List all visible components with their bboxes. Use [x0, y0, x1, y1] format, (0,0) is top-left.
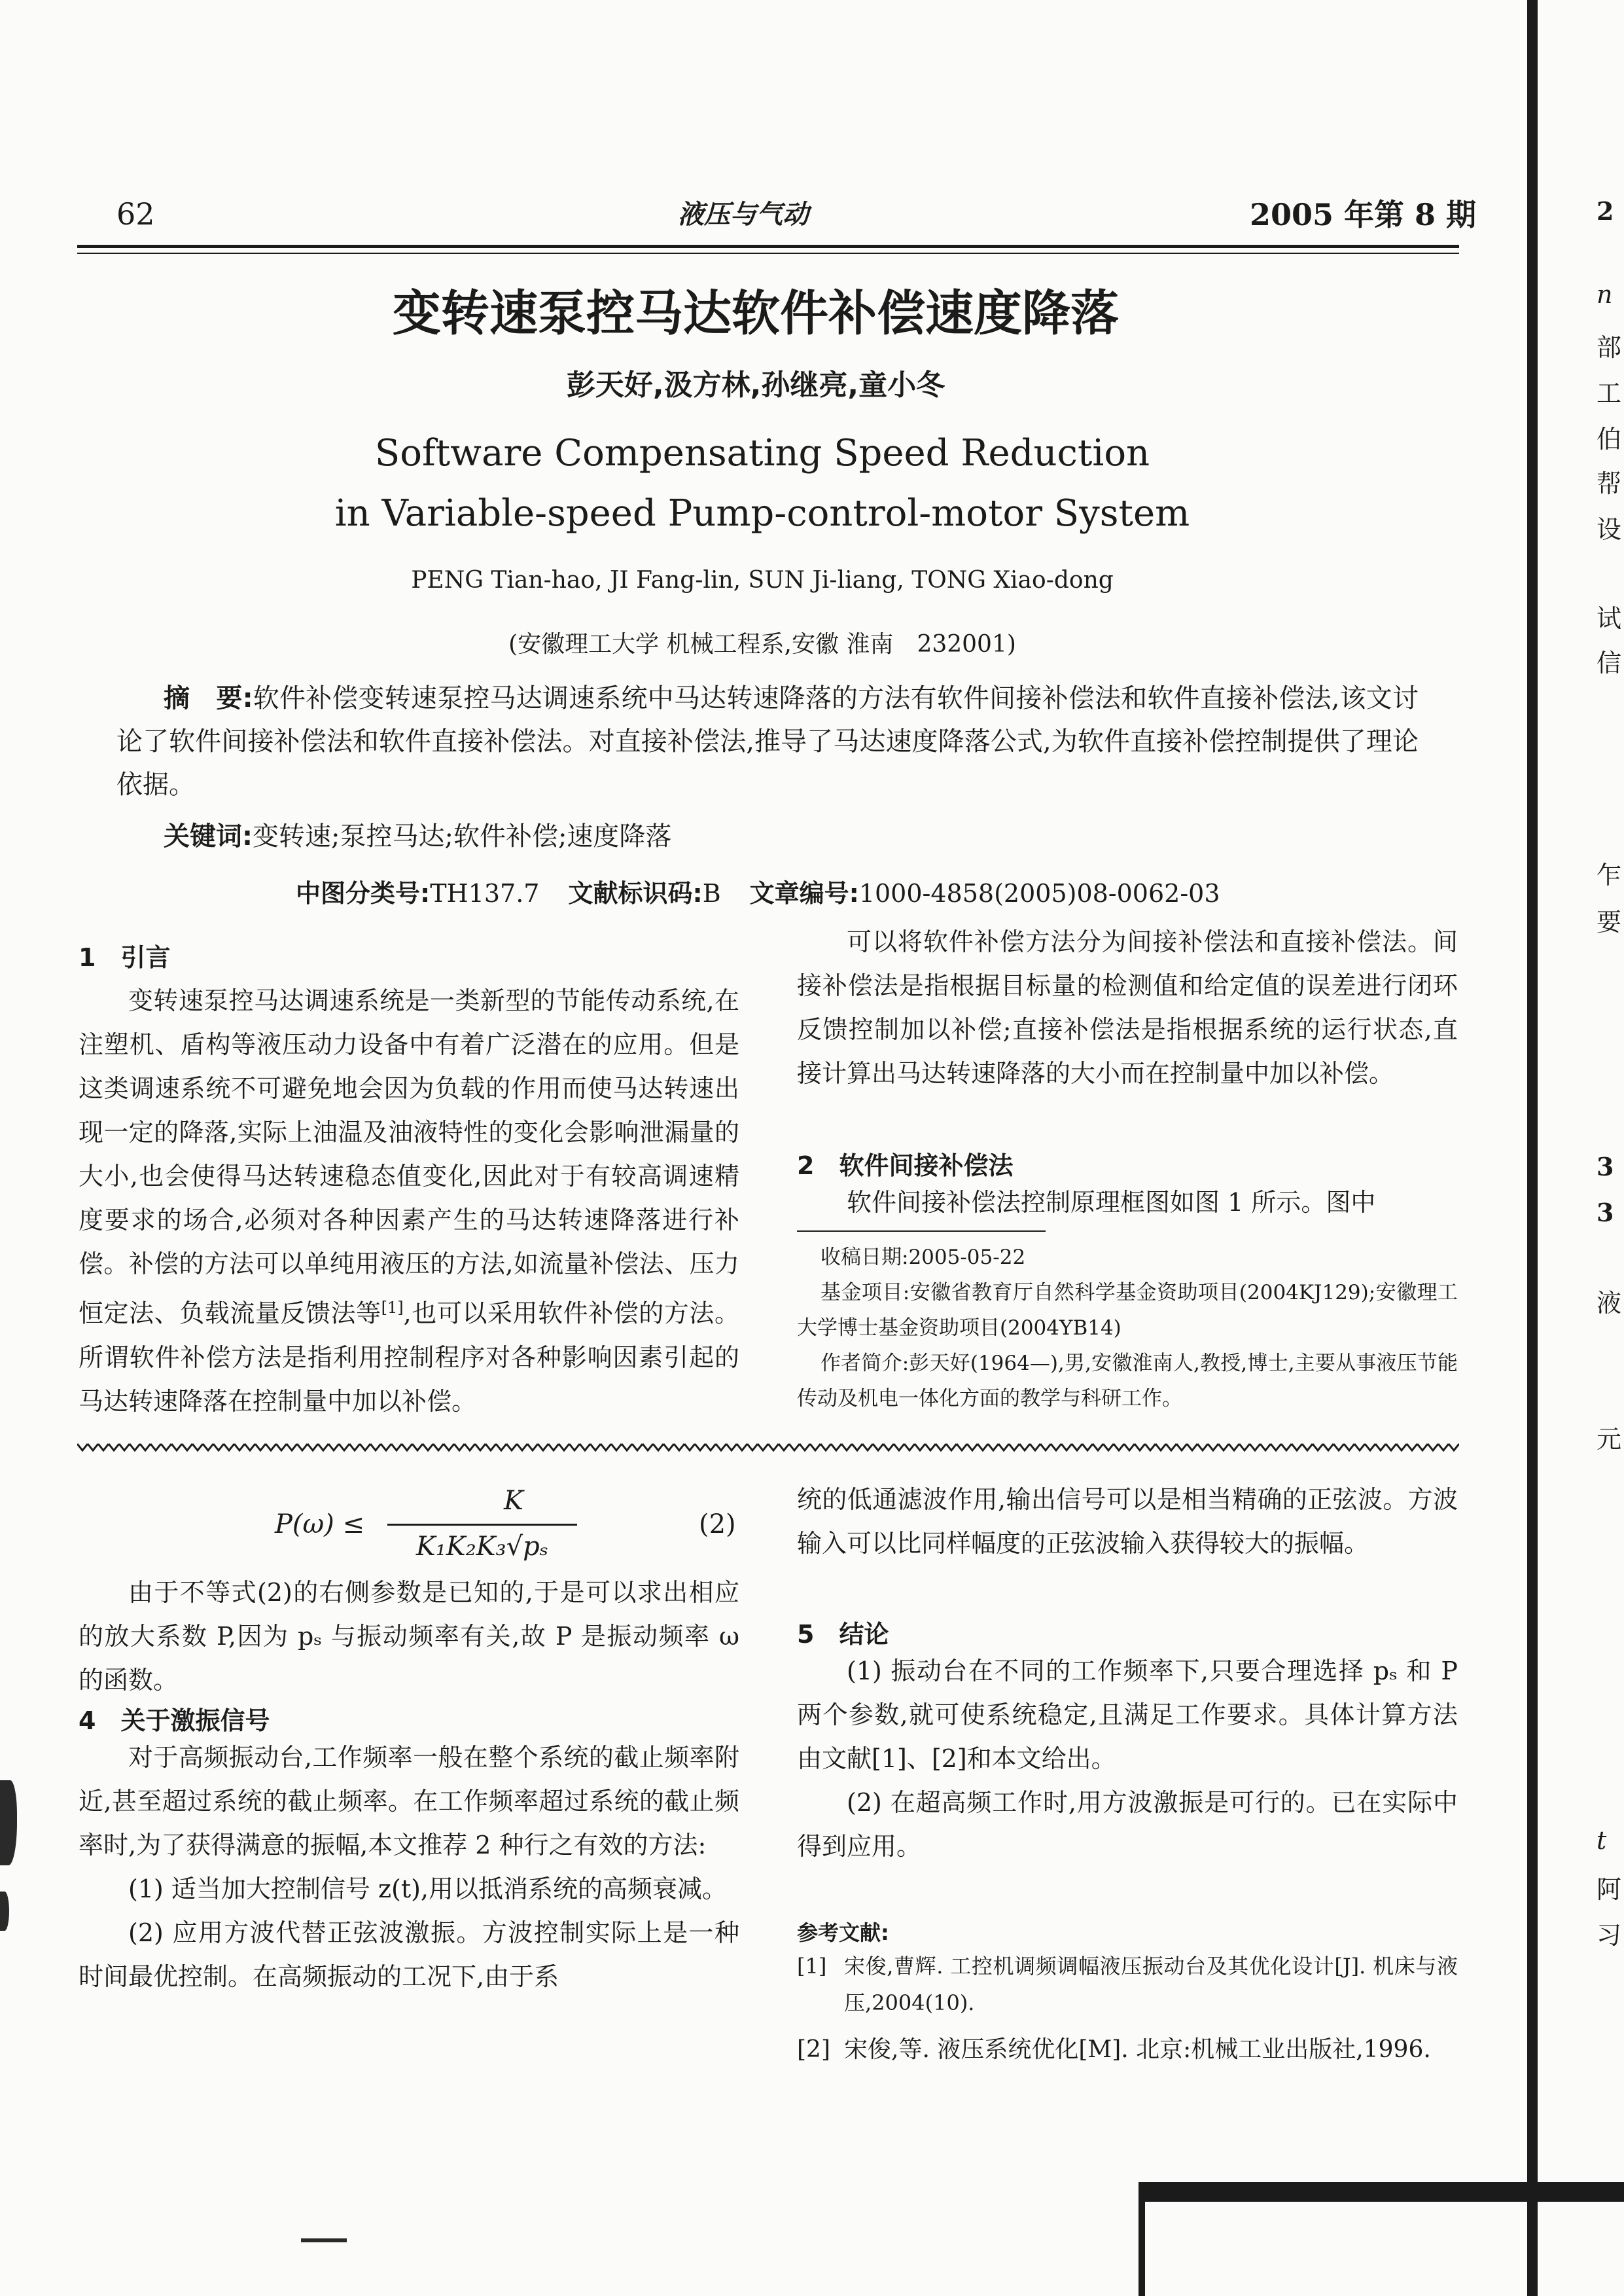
reference-1-text: 宋俊,曹辉. 工控机调频调幅液压振动台及其优化设计[J]. 机床与液压,2004(10). — [844, 1954, 1458, 2015]
section4-text: 对于高频振动台,工作频率一般在整个系统的截止频率附近,甚至超过系统的截止频率。在工作频率超过系统的截止频率时,为了获得满意的振幅,本文推荐 2 种行之有效的方法: — [79, 1743, 739, 1859]
section5-body — [797, 1649, 1458, 1869]
affiliation: (安徽理工大学 机械工程系,安徽 淮南 232001) — [508, 631, 1016, 658]
conclusion-item2: (2) 在超高频工作时,用方波激振是可行的。已在实际中得到应用。 — [797, 1788, 1458, 1861]
margin-fragment: 工 — [1597, 379, 1622, 408]
reference-2-text: 宋俊,等. 液压系统优化[M]. 北京:机械工业出版社,1996. — [844, 2036, 1431, 2063]
section4-body — [79, 1736, 739, 1999]
equation-number: (2) — [699, 1509, 736, 1539]
title-cn: 变转速泵控马达软件补偿速度降落 — [393, 285, 1119, 342]
references-heading: 参考文献: — [797, 1920, 889, 1945]
clc-label: 中图分类号: — [296, 879, 431, 908]
scan-artifact-left — [0, 1780, 17, 1865]
section4-item2: (2) 应用方波代替正弦波激振。方波控制实际上是一种时间最优控制。在高频振动的工况下,由于系 — [79, 1918, 739, 1991]
doc-code-label: 文献标识码: — [568, 879, 703, 908]
margin-fragment: 信 — [1597, 649, 1622, 677]
reference-2-number: [2] — [797, 2036, 830, 2063]
title-en-line2: in Variable-speed Pump-control-motor System — [334, 492, 1190, 535]
lower-right-para1-text: 统的低通滤波作用,输出信号可以是相当精确的正弦波。方波输入可以比同样幅度的正弦波输入获得较大的振幅。 — [797, 1485, 1458, 1558]
authors-en: PENG Tian-hao, JI Fang-lin, SUN Ji-liang, TONG Xiao-dong — [411, 567, 1114, 594]
reference-1 — [797, 1948, 1458, 2021]
section5-heading: 5 结论 — [797, 1620, 889, 1649]
title-en-line1: Software Compensating Speed Reduction — [374, 432, 1150, 475]
header-rule-top — [77, 245, 1459, 248]
margin-fragment: 2 — [1597, 196, 1614, 226]
header-rule-bottom — [77, 253, 1459, 254]
section4-heading: 4 关于激振信号 — [79, 1706, 270, 1735]
margin-fragment: 液 — [1597, 1289, 1622, 1318]
fraction-bar — [387, 1524, 577, 1526]
doc-code-value: B — [702, 879, 721, 908]
abstract — [116, 677, 1419, 806]
section1-text: 变转速泵控马达调速系统是一类新型的节能传动系统,在注塑机、盾构等液压动力设备中有着广泛潜在的应用。但是这类调速系统不可避免地会因为负载的作用而使马达转速出现一定的降落,实际上油温及油液特性的变化会影响泄漏量的大小,也会使得马达转速稳态值变化,因此对于有较高调速精度要求的场合,必须对各种因素产生的马达转速降落进行补偿。补偿的方法可以单纯用液压的方法,如流量补偿法、压力恒定法、负载流量反馈法等 — [79, 986, 739, 1328]
article-id-label: 文章编号: — [749, 879, 859, 908]
margin-fragment: 元 — [1597, 1425, 1622, 1454]
equation-2 — [275, 1486, 759, 1571]
margin-fragment: 帮 — [1597, 469, 1622, 498]
section1-heading: 1 引言 — [79, 943, 171, 972]
article-id-value: 1000-4858(2005)08-0062-03 — [858, 879, 1220, 908]
equation-numerator: K — [504, 1486, 523, 1516]
methods-intro — [797, 920, 1458, 1096]
section-divider — [77, 1440, 1459, 1454]
section1-body — [79, 979, 739, 1424]
lower-left-para1 — [79, 1571, 739, 1702]
equation-lhs: P(ω) ≤ — [275, 1509, 364, 1539]
margin-fragment: 3 — [1597, 1152, 1614, 1181]
margin-fragment: 习 — [1597, 1921, 1622, 1950]
clc-value: TH137.7 — [430, 879, 540, 908]
citation-1: [1] — [381, 1299, 404, 1317]
keywords-label: 关键词: — [164, 821, 253, 852]
margin-fragment: 部 — [1597, 333, 1622, 362]
section2-body — [797, 1181, 1458, 1225]
fund-info: 基金项目:安徽省教育厅自然科学基金资助项目(2004KJ129);安徽理工大学博士基金资助项目(2004YB14) — [797, 1281, 1458, 1340]
abstract-text: 软件补偿变转速泵控马达调速系统中马达转速降落的方法有软件间接补偿法和软件直接补偿法,该文讨论了软件间接补偿法和软件直接补偿法。对直接补偿法,推导了马达速度降落公式,为软件直接补偿控制提供了理论依据。 — [116, 683, 1419, 800]
margin-fragments — [1597, 0, 1624, 2296]
footnote — [797, 1240, 1458, 1416]
page-number: 62 — [116, 196, 155, 232]
section4-item1: (1) 适当加大控制信号 z(t),用以抵消系统的高频衰减。 — [128, 1874, 728, 1903]
lower-right-para1 — [797, 1478, 1458, 1566]
margin-fragment: 乍 — [1597, 861, 1622, 889]
methods-intro-text: 可以将软件补偿方法分为间接补偿法和直接补偿法。间接补偿法是指根据目标量的检测值和给定值的误差进行闭环反馈控制加以补偿;直接补偿法是指根据系统的运行状态,直接计算出马达转速降落的大小而在控制量中加以补偿。 — [797, 927, 1458, 1088]
keywords-text: 变转速;泵控马达;软件补偿;速度降落 — [253, 821, 672, 852]
abstract-label: 摘 要: — [164, 683, 253, 713]
issue-label: 2005 年第 8 期 — [1250, 197, 1477, 232]
scan-artifact-left-small — [0, 1892, 9, 1931]
margin-fragment: 伯 — [1597, 425, 1622, 454]
section2-text: 软件间接补偿法控制原理框图如图 1 所示。图中 — [847, 1188, 1376, 1217]
reference-1-number: [1] — [797, 1954, 827, 1979]
binding-edge — [1527, 0, 1538, 2296]
keywords — [164, 816, 671, 853]
footnote-rule — [797, 1230, 1046, 1232]
equation-denominator: K₁K₂K₃√pₛ — [415, 1532, 549, 1562]
margin-fragment: 设 — [1597, 515, 1622, 544]
section1-text-end: ,也可以采用软件补偿的方法。所谓软件补偿方法是指利用控制程序对各种影响因素引起的马达转速降落在控制量中加以补偿。 — [79, 1299, 739, 1416]
margin-fragment: 要 — [1597, 908, 1622, 937]
lower-left-para1-text: 由于不等式(2)的右侧参数是已知的,于是可以求出相应的放大系数 P,因为 pₛ 与振动频率有关,故 P 是振动频率 ω 的函数。 — [79, 1578, 739, 1695]
scan-artifact-bottom-dash — [301, 2238, 347, 2242]
margin-fragment: t — [1597, 1826, 1607, 1855]
conclusion-item1: (1) 振动台在不同的工作频率下,只要合理选择 pₛ 和 P 两个参数,就可使系统稳定,且满足工作要求。具体计算方法由文献[1]、[2]和本文给出。 — [797, 1657, 1458, 1773]
section2-heading: 2 软件间接补偿法 — [797, 1151, 1014, 1180]
classification — [296, 873, 1220, 909]
author-bio: 作者简介:彭天好(1964—),男,安徽淮南人,教授,博士,主要从事液压节能传动及机电一体化方面的教学与科研工作。 — [797, 1352, 1458, 1410]
margin-fragment: 阿 — [1597, 1875, 1622, 1904]
margin-fragment: 试 — [1597, 604, 1622, 633]
scan-artifact-bottom-mark — [1139, 2202, 1145, 2296]
journal-name: 液压与气动 — [678, 200, 809, 230]
authors-cn: 彭天好,汲方林,孙继亮,童小冬 — [566, 368, 945, 402]
margin-fragment: 3 — [1597, 1198, 1614, 1227]
reference-2 — [797, 2032, 1458, 2068]
margin-fragment: n — [1597, 280, 1613, 309]
scan-artifact-bottom — [1139, 2182, 1624, 2202]
received-date: 收稿日期:2005-05-22 — [821, 1246, 1026, 1269]
